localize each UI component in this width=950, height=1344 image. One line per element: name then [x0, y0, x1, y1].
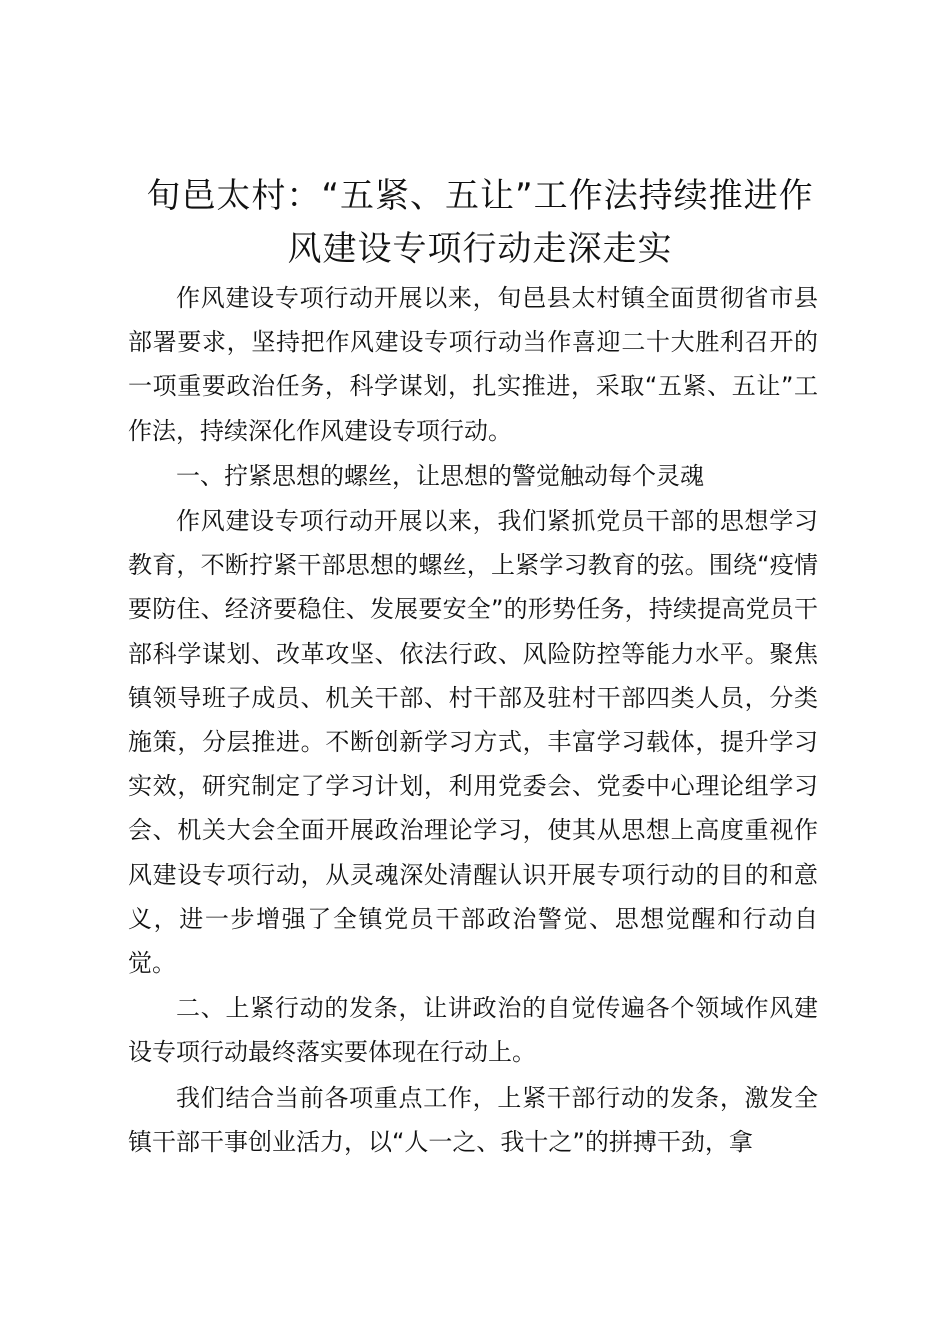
title-line-2: 风建设专项行动走深走实: [287, 229, 673, 269]
document-title: [120, 170, 840, 276]
section-2-paragraph: 我们结合当前各项重点工作，上紧干部行动的发条，激发全镇干部干事创业活力，以“人一之、我十之”的拼搏干劲，拿: [128, 1083, 818, 1156]
title-line-1: 旬邑太村：“五紧、五让”工作法持续推进作: [146, 176, 814, 216]
section-heading-2: 二、上紧行动的发条，让讲政治的自觉传遍各个领域作风建设专项行动最终落实要体现在行动上。: [128, 994, 818, 1067]
section-1-paragraph: 作风建设专项行动开展以来，我们紧抓党员干部的思想学习教育，不断拧紧干部思想的螺丝，上紧学习教育的弦。围绕“疫情要防住、经济要稳住、发展要安全”的形势任务，持续提高党员干部科学谋划、改革攻坚、依法行政、风险防控等能力水平。聚焦镇领导班子成员、机关干部、村干部及驻村干部四类人员，分类施策，分层推进。不断创新学习方式，丰富学习载体，提升学习实效，研究制定了学习计划，利用党委会、党委中心理论组学习会、机关大会全面开展政治理论学习，使其从思想上高度重视作风建设专项行动，从灵魂深处清醒认识开展专项行动的目的和意义，进一步增强了全镇党员干部政治警觉、思想觉醒和行动自觉。: [128, 507, 818, 978]
section-heading-1: 一、拧紧思想的螺丝，让思想的警觉触动每个灵魂: [176, 461, 704, 490]
intro-paragraph: 作风建设专项行动开展以来，旬邑县太村镇全面贯彻省市县部署要求，坚持把作风建设专项行动当作喜迎二十大胜利召开的一项重要政治任务，科学谋划，扎实推进，采取“五紧、五让”工作法，持续深化作风建设专项行动。: [128, 284, 818, 445]
document-body: [128, 276, 818, 1164]
